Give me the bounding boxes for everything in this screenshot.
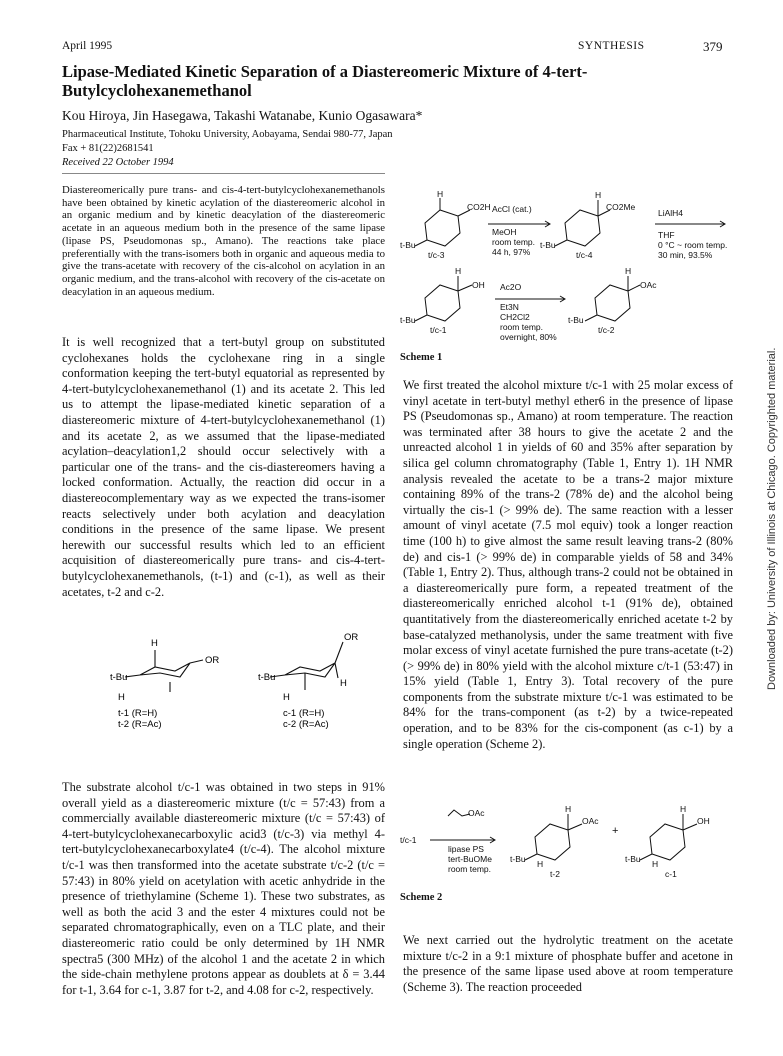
s1-r1-line1: AcCl (cat.) — [492, 204, 532, 214]
ring-acetate — [595, 285, 630, 321]
struct-tbu-trans: t-Bu — [110, 672, 128, 683]
s2-plus: + — [612, 825, 619, 837]
ring-acid — [425, 210, 460, 246]
s1-r3-line5: overnight, 80% — [500, 332, 557, 342]
s1-h-2: H — [595, 190, 602, 200]
affiliation: Pharmaceutical Institute, Tohoku University, Aobayama, Sendai 980-77, Japan — [62, 129, 393, 140]
s1-r2-line2: THF — [658, 230, 675, 240]
s1-label-tc3: t/c-3 — [428, 250, 445, 260]
struct-tbu-cis: t-Bu — [258, 672, 276, 683]
struct-h-bottom: H — [118, 692, 125, 703]
author-list: Kou Hiroya, Jin Hasegawa, Takashi Watanabe, Kunio Ogasawara* — [62, 108, 423, 123]
scheme-2 — [400, 802, 740, 882]
s1-r3-line2: Et3N — [500, 302, 519, 312]
s1-oac: OAc — [640, 280, 657, 290]
s1-r1-line4: 44 h, 97% — [492, 247, 531, 257]
running-header-date: April 1995 — [62, 40, 113, 52]
s2-ring-product — [535, 824, 570, 860]
abstract: Diastereomerically pure trans- and cis-4-tert-butylcyclohexanemethanols have been obtained by kinetic acylation of the diastereomeric alcohol in an organic medium and by kinetic deacylation of the diastereomeric acetate in an aqueous medium both in the presence of the same lipase (lipase PS, Pseudomonas sp., Amano). The reactions take place preferentially with the trans-isomers both in organic and aqueous media to give the trans-acetate with recovery of the cis-alcohol on acylation in an organic medium, and the trans-alcohol with recovery of the cis-acetate on deacylation in an aqueous medium. — [62, 184, 385, 298]
s1-tbu-3: t-Bu — [400, 315, 416, 325]
s1-r3-line3: CH2Cl2 — [500, 312, 530, 322]
scheme-1-caption: Scheme 1 — [400, 352, 443, 363]
s2-cond-1: lipase PS — [448, 844, 484, 854]
trans-ring — [140, 663, 190, 677]
struct-h-cis-bottom: H — [283, 692, 290, 703]
s1-h-3: H — [455, 266, 462, 276]
s2-vinyl-oac: OAc — [468, 808, 485, 818]
s1-r3-line1: Ac2O — [500, 282, 522, 292]
s1-label-tc2: t/c-2 — [598, 325, 615, 335]
s2-substrate: t/c-1 — [400, 835, 417, 845]
body-paragraph-hydrolysis: We next carried out the hydrolytic treatment on the acetate mixture t/c-2 in a 9:1 mixture of phosphate buffer and acetone in the presence of the same lipase used above at room temperature (Scheme 3). The reaction proceeded — [403, 933, 733, 994]
s1-r3-line4: room temp. — [500, 322, 543, 332]
s2-cond-3: room temp. — [448, 864, 491, 874]
cis-label-2: c-2 (R=Ac) — [283, 719, 329, 730]
struct-or-cis: OR — [344, 632, 359, 643]
trans-label-2: t-2 (R=Ac) — [118, 719, 162, 730]
ring-ester — [565, 210, 600, 246]
s1-r2-line4: 30 min, 93.5% — [658, 250, 713, 260]
title-divider — [62, 173, 385, 174]
s1-tbu-4: t-Bu — [568, 315, 584, 325]
s2-oac: OAc — [582, 816, 599, 826]
received-date: Received 22 October 1994 — [62, 157, 174, 168]
s1-label-tc4: t/c-4 — [576, 250, 593, 260]
s1-h-1: H — [437, 189, 444, 199]
s2-cond-2: tert-BuOMe — [448, 854, 492, 864]
cis-ring — [285, 663, 335, 677]
conformer-structures — [110, 630, 380, 745]
s1-co2h: CO2H — [467, 202, 491, 212]
s1-r2-line1: LiAlH4 — [658, 208, 684, 218]
article-title: Lipase-Mediated Kinetic Separation of a Diastereomeric Mixture of 4-tert-Butylcyclohexanemethanol — [62, 62, 588, 100]
trans-label-1: t-1 (R=H) — [118, 708, 158, 719]
s2-label-t2: t-2 — [550, 869, 560, 879]
s1-tbu-2: t-Bu — [540, 240, 556, 250]
s2-h-1: H — [565, 804, 572, 814]
body-paragraph-acylation: We first treated the alcohol mixture t/c-1 with 25 molar excess of vinyl acetate in tert-butyl methyl ether6 in the presence of lipase PS (Pseudomonas sp., Amano) at room temperature. The reaction was terminated after 38 hours to give the acetate 2 and the unreacted alcohol 1 in yields of 60 and 35% after separation by silica gel column chromatography (Table 1, Entry 1). 1H NMR analysis revealed the acetate to be a trans-2 major mixture containing 89% of the trans-2 (78% de) and the alcohol being virtually the cis-1 (> 99% de). The same reaction with a lesser amount of vinyl acetate (7.5 mol equiv) took a longer reaction time (100 h) to give almost the same result leaving trans-2 (80% de) and cis-1 (> 99% de) in comparable yields of 58 and 34% (Table 1, Entry 2). Thus, although trans-2 could not be obtained in a diastereomerically pure form, a repeated treatment of the diastereomerically enriched alcohol t-1 (91% de), obtained quantitatively from the diastereomerically enriched acetate t-2 by base-catalyzed methanolysis, under the same treatment with five molar excess of vinyl acetate furnished the pure trans-acetate (t-2) (> 99% de) in 80% yield with the alcohol mixture c/t-1 (53:47) in 15% yield (Table 1, Entry 3). Total recovery of the pure components from the substrate mixture t/c-1 was estimated to be 84% for the trans-component (as t-2) by a twice-repeated operation, and to be 83% for the cis-component (as c-1) by a single operation (Scheme 2). — [403, 378, 733, 751]
running-header-journal: SYNTHESIS — [578, 40, 645, 52]
download-watermark: Downloaded by: University of Illinois at Chicago. Copyrighted material. — [766, 347, 778, 690]
s2-h-3: H — [680, 804, 687, 814]
scheme-1 — [400, 188, 740, 360]
s2-oh: OH — [697, 816, 710, 826]
s1-r1-line3: room temp. — [492, 237, 535, 247]
s1-label-tc1: t/c-1 — [430, 325, 447, 335]
s1-oh: OH — [472, 280, 485, 290]
s1-co2me: CO2Me — [606, 202, 636, 212]
s1-r2-line3: 0 °C ~ room temp. — [658, 240, 728, 250]
fax-number: Fax + 81(22)2681541 — [62, 143, 154, 154]
s1-tbu-1: t-Bu — [400, 240, 416, 250]
cis-label-1: c-1 (R=H) — [283, 708, 325, 719]
struct-or-trans: OR — [205, 655, 220, 666]
s2-h-4: H — [652, 859, 659, 869]
body-paragraph-intro: It is well recognized that a tert-butyl group on substituted cyclohexanes holds the cyclohexane ring in a single conformation keeping the tert-butyl equatorial as represented by 4-tert-butylcyclohexanemethanol (1) and its acetate 2. This led us to attempt the lipase-mediated kinetic separation of a diastereomeric mixture of 4-tert-butylcyclohexanemethanol (1) and its acetate 2, as we assumed that the lipase-mediated acylation–deacylation1,2 should occur selectively with a particular one of the trans- and the cis-diastereomers having a locked conformation. Actually, the reaction did occur in a diastereocomplementary way as we expected the trans-isomer reacts selectively under both acylation and deacylation conditions in the presence of the same lipase. We present herewith our successful results which led to an efficient acquisition of diastereomerically pure trans- and cis-4-tert-butylcyclohexanemethanols, (t-1) and (c-1), as well as their acetates, t-2 and c-2. — [62, 335, 385, 599]
struct-h-top: H — [151, 638, 158, 649]
ring-alcohol — [425, 285, 460, 321]
struct-h-cis-right: H — [340, 678, 347, 689]
page-number: 379 — [703, 39, 723, 54]
s1-h-4: H — [625, 266, 632, 276]
s2-ring-alcohol — [650, 824, 685, 860]
s2-tbu-1: t-Bu — [510, 854, 526, 864]
body-paragraph-substrate: The substrate alcohol t/c-1 was obtained in two steps in 91% overall yield as a diastereomeric mixture (t/c = 57:43) from a commercially available diastereomeric mixture (t/c = 57:43) of 4-tert-butylcyclohexanecarboxylic acid3 (t/c-3) via methyl 4-tert-butylcyclohexanecarboxylate4 (t/c-4). The alcohol mixture t/c-1 was then transformed into the acetate substrate t/c-2 (t/c = 57:43) in 80% yield on acetylation with acetic anhydride in the presence of triethylamine (Scheme 1). These two substrates, as well as both the acid 3 and the ester 4 mixtures could not be separated chromatographically, even on a TLC plate, and their diastereomeric ratio could be only determined by 1H NMR spectra5 (300 MHz) of the alcohol 1 and the acetate 2 in which the side-chain methylene protons appear as doublets at δ = 3.44 for t-1, 3.64 for c-1, 3.87 for t-2, and 4.08 for c-2, respectively. — [62, 780, 385, 997]
s2-h-2: H — [537, 859, 544, 869]
scheme-2-caption: Scheme 2 — [400, 892, 443, 903]
s1-r1-line2: MeOH — [492, 227, 517, 237]
s2-tbu-2: t-Bu — [625, 854, 641, 864]
affiliation-block — [62, 128, 393, 170]
s2-label-c1: c-1 — [665, 869, 677, 879]
